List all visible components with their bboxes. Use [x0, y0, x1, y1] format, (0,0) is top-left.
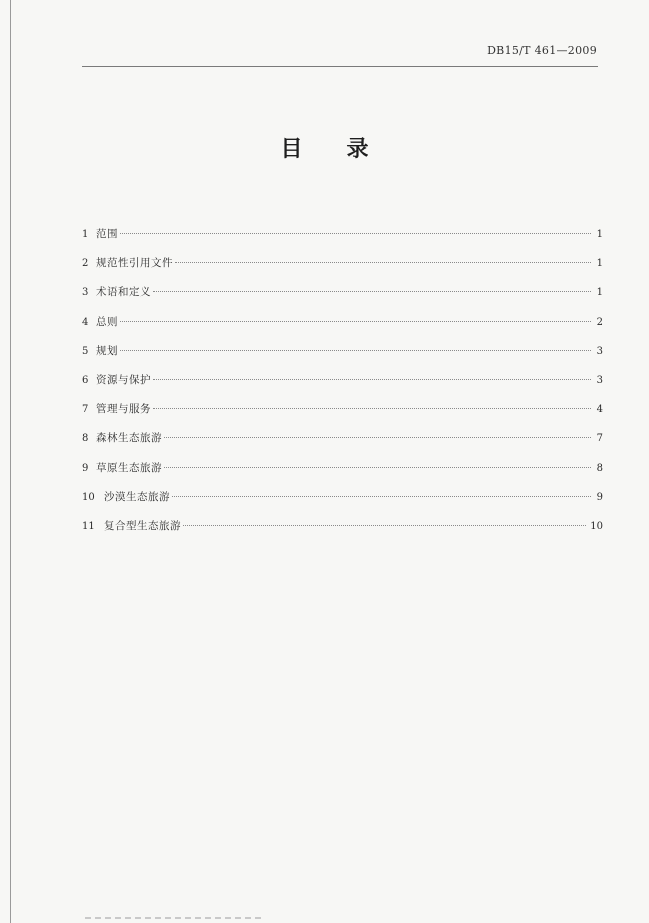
toc-entry-grassland-ecotourism[interactable] [82, 460, 603, 489]
dot-leader [164, 467, 591, 468]
toc-entry-label: 术语和定义 [96, 286, 151, 299]
dot-leader [172, 496, 591, 497]
toc-entry-forest-ecotourism[interactable] [82, 430, 603, 459]
toc-entry-page: 1 [596, 229, 603, 240]
toc-entry-page: 2 [596, 316, 603, 328]
toc-entry-page: 3 [596, 345, 603, 357]
toc-entry-page: 4 [596, 404, 603, 416]
dot-leader [153, 408, 591, 409]
toc-entry-number: 2 [82, 258, 89, 270]
header-rule [82, 66, 598, 67]
toc-entry-page: 3 [596, 374, 603, 386]
toc-entry-general-principles[interactable] [82, 314, 603, 343]
toc-entry-number: 9 [82, 462, 89, 474]
toc-entry-number: 3 [82, 287, 89, 299]
toc-entry-page: 10 [590, 520, 603, 532]
toc-entry-management-services[interactable] [82, 401, 603, 430]
toc-entry-terms-definitions[interactable] [82, 284, 603, 313]
toc-entry-label: 管理与服务 [96, 403, 151, 416]
toc-list [82, 226, 603, 547]
toc-entry-page: 9 [596, 491, 603, 503]
dot-leader [164, 437, 591, 438]
toc-entry-label: 总则 [96, 315, 118, 328]
scan-artifact [85, 917, 265, 919]
toc-entry-label: 范围 [96, 228, 118, 240]
toc-entry-composite-ecotourism[interactable] [82, 518, 603, 547]
toc-entry-number: 6 [82, 374, 89, 386]
toc-entry-scope[interactable] [82, 226, 603, 255]
page-header [0, 0, 649, 70]
toc-entry-page: 8 [596, 462, 603, 474]
toc-entry-label: 规范性引用文件 [96, 257, 173, 270]
toc-entry-number: 1 [82, 229, 89, 240]
toc-title [0, 132, 649, 163]
toc-entry-label: 复合型生态旅游 [104, 519, 181, 532]
toc-entry-number: 8 [82, 433, 89, 445]
toc-entry-page: 7 [596, 433, 603, 445]
dot-leader [120, 233, 591, 234]
toc-entry-resources-protection[interactable] [82, 372, 603, 401]
toc-entry-label: 资源与保护 [96, 373, 151, 386]
dot-leader [153, 291, 591, 292]
toc-entry-planning[interactable] [82, 343, 603, 372]
toc-entry-label: 草原生态旅游 [96, 461, 162, 474]
dot-leader [175, 262, 591, 263]
standard-number: DB15/T 461—2009 [487, 44, 597, 57]
toc-entry-page: 1 [596, 287, 603, 299]
toc-entry-normative-references[interactable] [82, 255, 603, 284]
dot-leader [183, 525, 586, 526]
dot-leader [120, 350, 591, 351]
toc-entry-label: 森林生态旅游 [96, 432, 162, 445]
toc-entry-desert-ecotourism[interactable] [82, 489, 603, 518]
toc-entry-page: 1 [596, 258, 603, 270]
toc-title-char-2: 录 [346, 137, 369, 162]
toc-entry-label: 沙漠生态旅游 [104, 490, 170, 503]
toc-entry-number: 11 [82, 520, 95, 532]
dot-leader [120, 321, 591, 322]
toc-entry-label: 规划 [96, 344, 118, 357]
toc-entry-number: 10 [82, 491, 95, 503]
dot-leader [153, 379, 591, 380]
toc-entry-number: 7 [82, 404, 89, 416]
toc-title-char-1: 目 [280, 137, 303, 162]
toc-entry-number: 4 [82, 316, 89, 328]
toc-entry-number: 5 [82, 345, 89, 357]
